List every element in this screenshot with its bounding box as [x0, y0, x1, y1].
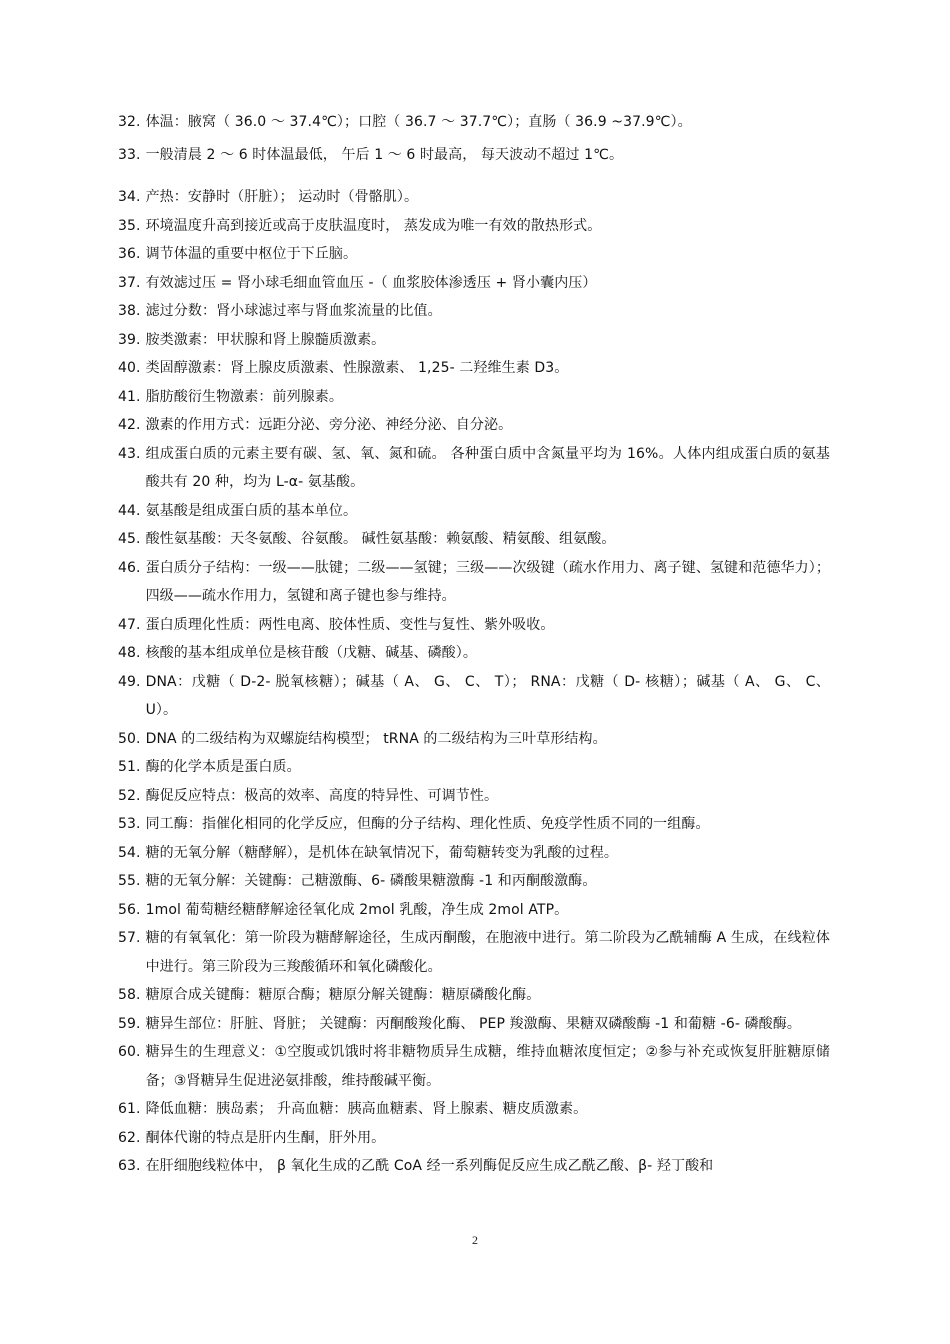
- list-item: [118, 810, 830, 839]
- item-number: 39.: [118, 331, 141, 348]
- item-number: 62.: [118, 1129, 141, 1146]
- list-item: [118, 269, 830, 298]
- list-item: [118, 108, 830, 137]
- item-text: 糖异生部位：肝脏、肾脏； 关键酶：丙酮酸羧化酶、 PEP 羧激酶、果糖双磷酸酶 -1 和葡糖 -6- 磷酸酶。: [145, 1015, 801, 1032]
- item-number: 44.: [118, 502, 141, 519]
- item-text: 糖的无氧分解：关键酶：己糖激酶、6- 磷酸果糖激酶 -1 和丙酮酸激酶。: [145, 873, 597, 889]
- item-text: 糖异生的生理意义：①空腹或饥饿时将非糖物质异生成糖，维持血糖浓度恒定；②参与补充或恢复肝脏糖原储备；③肾糖异生促进泌氨排酸，维持酸碱平衡。: [145, 1044, 830, 1089]
- list-item: [118, 639, 830, 668]
- item-number: 58.: [118, 987, 141, 1003]
- item-text: 类固醇激素：肾上腺皮质激素、性腺激素、 1,25- 二羟维生素 D3。: [145, 360, 569, 376]
- item-text: 在肝细胞线粒体中， β 氧化生成的乙酰 CoA 经一系列酶促反应生成乙酰乙酸、β- 羟丁酸和: [145, 1158, 714, 1174]
- item-number: 33.: [118, 146, 141, 163]
- item-number: 36.: [118, 246, 141, 262]
- list-item: [118, 141, 830, 170]
- item-number: 55.: [118, 873, 141, 889]
- item-number: 53.: [118, 816, 141, 832]
- item-text: 糖原合成关键酶：糖原合酶；糖原分解关键酶：糖原磷酸化酶。: [145, 987, 541, 1003]
- list-item: [118, 611, 830, 640]
- item-number: 32.: [118, 114, 141, 130]
- list-item: [118, 554, 830, 611]
- item-text: 一般清晨 2 ～ 6 时体温最低， 午后 1 ～ 6 时最高， 每天波动不超过 1℃。: [145, 146, 624, 163]
- item-text: 同工酶：指催化相同的化学反应，但酶的分子结构、理化性质、免疫学性质不同的一组酶。: [145, 816, 710, 832]
- list-item: [118, 1038, 830, 1095]
- list-item: [118, 753, 830, 782]
- item-text: 脂肪酸衍生物激素：前列腺素。: [145, 388, 343, 405]
- item-text: 降低血糖：胰岛素； 升高血糖：胰高血糖素、肾上腺素、糖皮质激素。: [145, 1101, 588, 1117]
- item-number: 45.: [118, 531, 141, 547]
- list-item: [118, 896, 830, 925]
- item-number: 50.: [118, 730, 141, 747]
- list-item: [118, 440, 830, 497]
- item-number: 43.: [118, 445, 141, 462]
- item-number: 60.: [118, 1044, 141, 1060]
- list-item: [118, 326, 830, 355]
- list-item: [118, 839, 830, 868]
- item-number: 38.: [118, 303, 141, 319]
- list-item: [118, 497, 830, 526]
- item-text: 氨基酸是组成蛋白质的基本单位。: [145, 502, 358, 519]
- list-item: [118, 1124, 830, 1153]
- item-number: 46.: [118, 559, 141, 576]
- item-text: 有效滤过压 = 肾小球毛细血管血压 -（ 血浆胶体渗透压 + 肾小囊内压）: [145, 274, 597, 291]
- list-item: [118, 240, 830, 269]
- item-number: 51.: [118, 759, 141, 775]
- item-text: 滤过分数：肾小球滤过率与肾血浆流量的比值。: [145, 303, 442, 319]
- item-text: DNA：戊糖（ D-2- 脱氧核糖）；碱基（ A、 G、 C、 T）； RNA：戊糖（ D- 核糖）；碱基（ A、 G、 C、 U）。: [145, 673, 830, 718]
- item-number: 42.: [118, 417, 141, 433]
- item-text: 胺类激素：甲状腺和肾上腺髓质激素。: [145, 331, 386, 348]
- item-text: 激素的作用方式：远距分泌、旁分泌、神经分泌、自分泌。: [145, 417, 513, 433]
- list-item: [118, 411, 830, 440]
- list-item: [118, 981, 830, 1010]
- item-number: 37.: [118, 274, 141, 291]
- list-item: [118, 725, 830, 754]
- numbered-list: [118, 108, 830, 1181]
- item-text: 糖的有氧氧化：第一阶段为糖酵解途径，生成丙酮酸，在胞液中进行。第二阶段为乙酰辅酶 A 生成，在线粒体中进行。第三阶段为三羧酸循环和氧化磷酸化。: [145, 930, 830, 975]
- list-item: [118, 867, 830, 896]
- list-item: [118, 1010, 830, 1039]
- item-text: 酮体代谢的特点是肝内生酮，肝外用。: [145, 1129, 386, 1146]
- list-item: [118, 183, 830, 212]
- item-number: 61.: [118, 1101, 141, 1117]
- page-number: 2: [472, 1233, 478, 1247]
- list-item: [118, 1152, 830, 1181]
- item-text: 蛋白质分子结构：一级——肽键；二级——氢键；三级——次级键（疏水作用力、离子键、氢键和范德华力）；四级——疏水作用力，氢键和离子键也参与维持。: [145, 559, 830, 604]
- list-item: [118, 383, 830, 412]
- item-number: 52.: [118, 787, 141, 804]
- item-text: DNA 的二级结构为双螺旋结构模型； tRNA 的二级结构为三叶草形结构。: [145, 730, 607, 747]
- item-text: 酶促反应特点：极高的效率、高度的特异性、可调节性。: [145, 787, 499, 804]
- list-item: [118, 354, 830, 383]
- item-number: 56.: [118, 901, 141, 918]
- list-item: [118, 668, 830, 725]
- item-number: 48.: [118, 645, 141, 661]
- item-number: 63.: [118, 1158, 141, 1174]
- item-text: 糖的无氧分解（糖酵解），是机体在缺氧情况下，葡萄糖转变为乳酸的过程。: [145, 844, 618, 861]
- item-number: 34.: [118, 189, 141, 205]
- list-item: [118, 1095, 830, 1124]
- list-item: [118, 525, 830, 554]
- list-item: [118, 782, 830, 811]
- item-text: 蛋白质理化性质：两性电离、胶体性质、变性与复性、紫外吸收。: [145, 616, 555, 633]
- item-text: 调节体温的重要中枢位于下丘脑。: [145, 246, 358, 262]
- item-number: 57.: [118, 930, 141, 946]
- item-text: 产热：安静时（肝脏）； 运动时（骨骼肌）。: [145, 189, 419, 205]
- item-text: 体温：腋窝（ 36.0 ～ 37.4℃）；口腔（ 36.7 ～ 37.7℃）；直肠（ 36.9 ~37.9℃）。: [145, 114, 692, 130]
- item-number: 47.: [118, 616, 141, 633]
- item-number: 49.: [118, 673, 141, 690]
- list-item: [118, 297, 830, 326]
- list-item: [118, 924, 830, 981]
- list-item: [118, 212, 830, 241]
- item-text: 酸性氨基酸：天冬氨酸、谷氨酸。 碱性氨基酸：赖氨酸、精氨酸、组氨酸。: [145, 531, 616, 547]
- item-text: 环境温度升高到接近或高于皮肤温度时， 蒸发成为唯一有效的散热形式。: [145, 217, 602, 234]
- item-number: 35.: [118, 217, 141, 234]
- item-text: 酶的化学本质是蛋白质。: [145, 759, 301, 775]
- item-number: 40.: [118, 360, 141, 376]
- item-number: 54.: [118, 844, 141, 861]
- item-text: 核酸的基本组成单位是核苷酸（戊糖、碱基、磷酸）。: [145, 645, 477, 661]
- item-number: 59.: [118, 1015, 141, 1032]
- item-text: 1mol 葡萄糖经糖酵解途径氧化成 2mol 乳酸，净生成 2mol ATP。: [145, 901, 569, 918]
- item-number: 41.: [118, 388, 141, 405]
- item-text: 组成蛋白质的元素主要有碳、氢、氧、氮和硫。 各种蛋白质中含氮量平均为 16%。人体内组成蛋白质的氨基酸共有 20 种，均为 L-α- 氨基酸。: [145, 445, 830, 490]
